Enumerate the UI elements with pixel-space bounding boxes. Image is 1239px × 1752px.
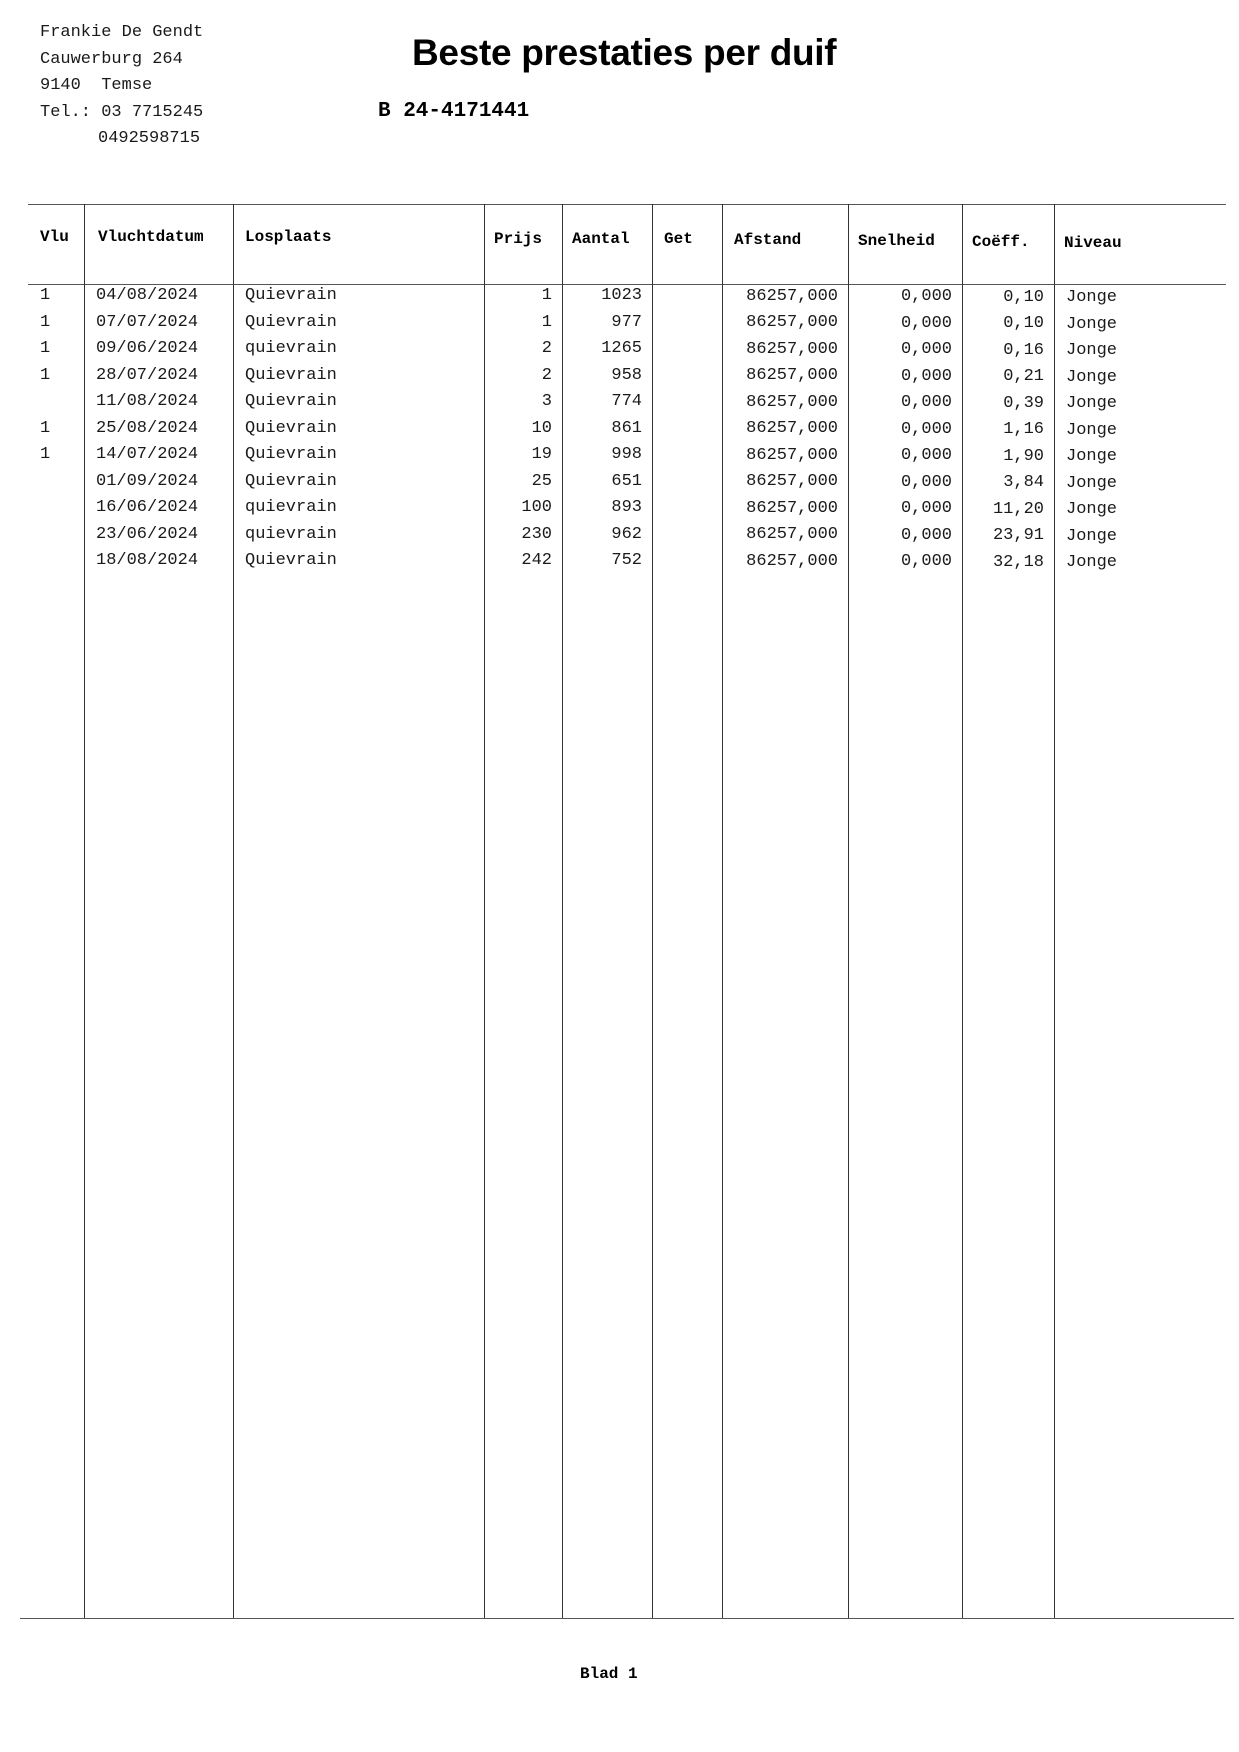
cell-niveau: Jonge bbox=[1066, 420, 1118, 440]
cell-afstand: 86257,000 bbox=[746, 339, 838, 359]
cell-snelheid: 0,000 bbox=[900, 340, 952, 360]
cell-afstand: 86257,000 bbox=[746, 313, 838, 333]
cell-afstand: 86257,000 bbox=[746, 392, 838, 412]
cell-coeff: 0,39 bbox=[1003, 393, 1044, 413]
cell-losplaats: Quievrain bbox=[245, 445, 337, 464]
cell-niveau: Jonge bbox=[1066, 367, 1118, 387]
column-divider bbox=[484, 204, 485, 1618]
cell-aantal: 1023 bbox=[601, 286, 642, 305]
cell-losplaats: Quievrain bbox=[245, 286, 337, 305]
cell-coeff: 1,90 bbox=[1003, 446, 1044, 466]
cell-aantal: 958 bbox=[611, 365, 642, 385]
header-coeff: Coëff. bbox=[972, 233, 1030, 251]
cell-afstand: 86257,000 bbox=[746, 525, 838, 545]
cell-vluchtdatum: 16/06/2024 bbox=[96, 498, 199, 517]
cell-losplaats: quievrain bbox=[245, 339, 337, 358]
table-bottom-rule bbox=[20, 1618, 1234, 1619]
cell-vluchtdatum: 18/08/2024 bbox=[96, 551, 199, 570]
header-get: Get bbox=[664, 230, 693, 248]
table-top-rule bbox=[28, 204, 1226, 205]
sender-city: 9140 Temse bbox=[40, 76, 153, 95]
cell-afstand: 86257,000 bbox=[746, 419, 838, 439]
cell-losplaats: Quievrain bbox=[245, 418, 337, 438]
cell-prijs: 1 bbox=[541, 312, 552, 332]
cell-vlu: 1 bbox=[40, 339, 51, 358]
cell-vlu: 1 bbox=[40, 365, 51, 385]
cell-aantal: 774 bbox=[611, 392, 642, 411]
cell-niveau: Jonge bbox=[1066, 553, 1118, 573]
cell-niveau: Jonge bbox=[1066, 473, 1118, 493]
header-bottom-rule bbox=[28, 284, 1226, 285]
cell-losplaats: Quievrain bbox=[245, 365, 337, 385]
cell-niveau: Jonge bbox=[1066, 314, 1118, 334]
cell-losplaats: Quievrain bbox=[245, 312, 337, 332]
cell-coeff: 23,91 bbox=[992, 526, 1044, 546]
cell-niveau: Jonge bbox=[1066, 288, 1118, 308]
header-vlu: Vlu bbox=[40, 228, 69, 246]
header-afstand: Afstand bbox=[734, 231, 802, 249]
cell-coeff: 0,21 bbox=[1003, 367, 1044, 387]
cell-vlu: 1 bbox=[40, 445, 51, 464]
cell-prijs: 230 bbox=[521, 524, 552, 544]
column-divider bbox=[652, 204, 653, 1618]
cell-losplaats: quievrain bbox=[245, 498, 337, 517]
cell-vluchtdatum: 25/08/2024 bbox=[96, 418, 199, 438]
cell-aantal: 962 bbox=[611, 524, 642, 544]
cell-niveau: Jonge bbox=[1066, 341, 1118, 361]
header-snelheid: Snelheid bbox=[858, 232, 935, 250]
cell-vlu: 1 bbox=[40, 418, 51, 438]
cell-losplaats: Quievrain bbox=[245, 392, 337, 411]
cell-prijs: 1 bbox=[541, 286, 552, 305]
cell-aantal: 977 bbox=[611, 312, 642, 332]
cell-vluchtdatum: 28/07/2024 bbox=[96, 365, 199, 385]
cell-vluchtdatum: 04/08/2024 bbox=[96, 286, 199, 305]
header-aantal: Aantal bbox=[572, 230, 630, 248]
cell-coeff: 1,16 bbox=[1003, 420, 1044, 440]
cell-coeff: 0,10 bbox=[1003, 287, 1044, 307]
cell-niveau: Jonge bbox=[1066, 447, 1118, 467]
cell-snelheid: 0,000 bbox=[900, 446, 952, 466]
cell-aantal: 651 bbox=[611, 471, 642, 491]
cell-vlu: 1 bbox=[40, 286, 51, 305]
cell-prijs: 100 bbox=[521, 498, 552, 517]
sender-mobile: 0492598715 bbox=[98, 129, 201, 148]
cell-prijs: 2 bbox=[541, 339, 552, 358]
cell-vluchtdatum: 07/07/2024 bbox=[96, 312, 199, 332]
cell-niveau: Jonge bbox=[1066, 526, 1118, 546]
ring-number: B 24-4171441 bbox=[378, 100, 530, 123]
column-divider bbox=[233, 204, 234, 1618]
header-niveau: Niveau bbox=[1064, 234, 1122, 252]
cell-losplaats: Quievrain bbox=[245, 471, 337, 491]
cell-coeff: 11,20 bbox=[992, 499, 1044, 519]
cell-snelheid: 0,000 bbox=[900, 393, 952, 413]
cell-snelheid: 0,000 bbox=[900, 313, 952, 333]
cell-vluchtdatum: 23/06/2024 bbox=[96, 524, 199, 544]
cell-afstand: 86257,000 bbox=[746, 498, 838, 518]
cell-niveau: Jonge bbox=[1066, 500, 1118, 520]
cell-coeff: 0,16 bbox=[1003, 340, 1044, 360]
cell-niveau: Jonge bbox=[1066, 394, 1118, 414]
header-vluchtdatum: Vluchtdatum bbox=[98, 228, 204, 246]
cell-snelheid: 0,000 bbox=[900, 552, 952, 572]
cell-vluchtdatum: 01/09/2024 bbox=[96, 471, 199, 491]
column-divider bbox=[84, 204, 85, 1618]
cell-prijs: 19 bbox=[531, 445, 552, 464]
cell-aantal: 1265 bbox=[601, 339, 642, 358]
cell-prijs: 3 bbox=[541, 392, 552, 411]
column-divider bbox=[848, 204, 849, 1618]
cell-vluchtdatum: 14/07/2024 bbox=[96, 445, 199, 464]
column-divider bbox=[962, 204, 963, 1618]
cell-losplaats: quievrain bbox=[245, 524, 337, 544]
page-label: Blad 1 bbox=[580, 1665, 638, 1683]
column-divider bbox=[1054, 204, 1055, 1618]
cell-prijs: 10 bbox=[531, 418, 552, 438]
cell-snelheid: 0,000 bbox=[900, 287, 952, 307]
sender-address bbox=[40, 20, 203, 153]
cell-aantal: 998 bbox=[611, 445, 642, 464]
cell-aantal: 893 bbox=[611, 498, 642, 517]
header-losplaats: Losplaats bbox=[245, 228, 332, 246]
cell-prijs: 25 bbox=[531, 471, 552, 491]
cell-afstand: 86257,000 bbox=[746, 445, 838, 465]
cell-coeff: 3,84 bbox=[1003, 473, 1044, 493]
sender-name: Frankie De Gendt bbox=[40, 23, 204, 42]
cell-afstand: 86257,000 bbox=[746, 286, 838, 306]
cell-aantal: 861 bbox=[611, 418, 642, 438]
cell-vlu: 1 bbox=[40, 312, 51, 332]
cell-afstand: 86257,000 bbox=[746, 366, 838, 386]
sender-phone: Tel.: 03 7715245 bbox=[40, 102, 204, 122]
cell-prijs: 242 bbox=[521, 551, 552, 570]
cell-losplaats: Quievrain bbox=[245, 551, 337, 570]
cell-coeff: 32,18 bbox=[992, 552, 1044, 572]
cell-snelheid: 0,000 bbox=[900, 366, 952, 386]
cell-snelheid: 0,000 bbox=[900, 419, 952, 439]
cell-snelheid: 0,000 bbox=[900, 525, 952, 545]
cell-vluchtdatum: 09/06/2024 bbox=[96, 339, 199, 358]
cell-aantal: 752 bbox=[611, 551, 642, 570]
column-divider bbox=[562, 204, 563, 1618]
sender-street: Cauwerburg 264 bbox=[40, 49, 183, 69]
cell-afstand: 86257,000 bbox=[746, 472, 838, 492]
cell-afstand: 86257,000 bbox=[746, 551, 838, 571]
page-title: Beste prestaties per duif bbox=[412, 32, 837, 73]
cell-snelheid: 0,000 bbox=[900, 499, 952, 519]
cell-snelheid: 0,000 bbox=[900, 472, 952, 492]
cell-coeff: 0,10 bbox=[1003, 314, 1044, 334]
header-prijs: Prijs bbox=[494, 230, 543, 248]
cell-vluchtdatum: 11/08/2024 bbox=[96, 392, 199, 411]
cell-prijs: 2 bbox=[541, 365, 552, 385]
column-divider bbox=[722, 204, 723, 1618]
